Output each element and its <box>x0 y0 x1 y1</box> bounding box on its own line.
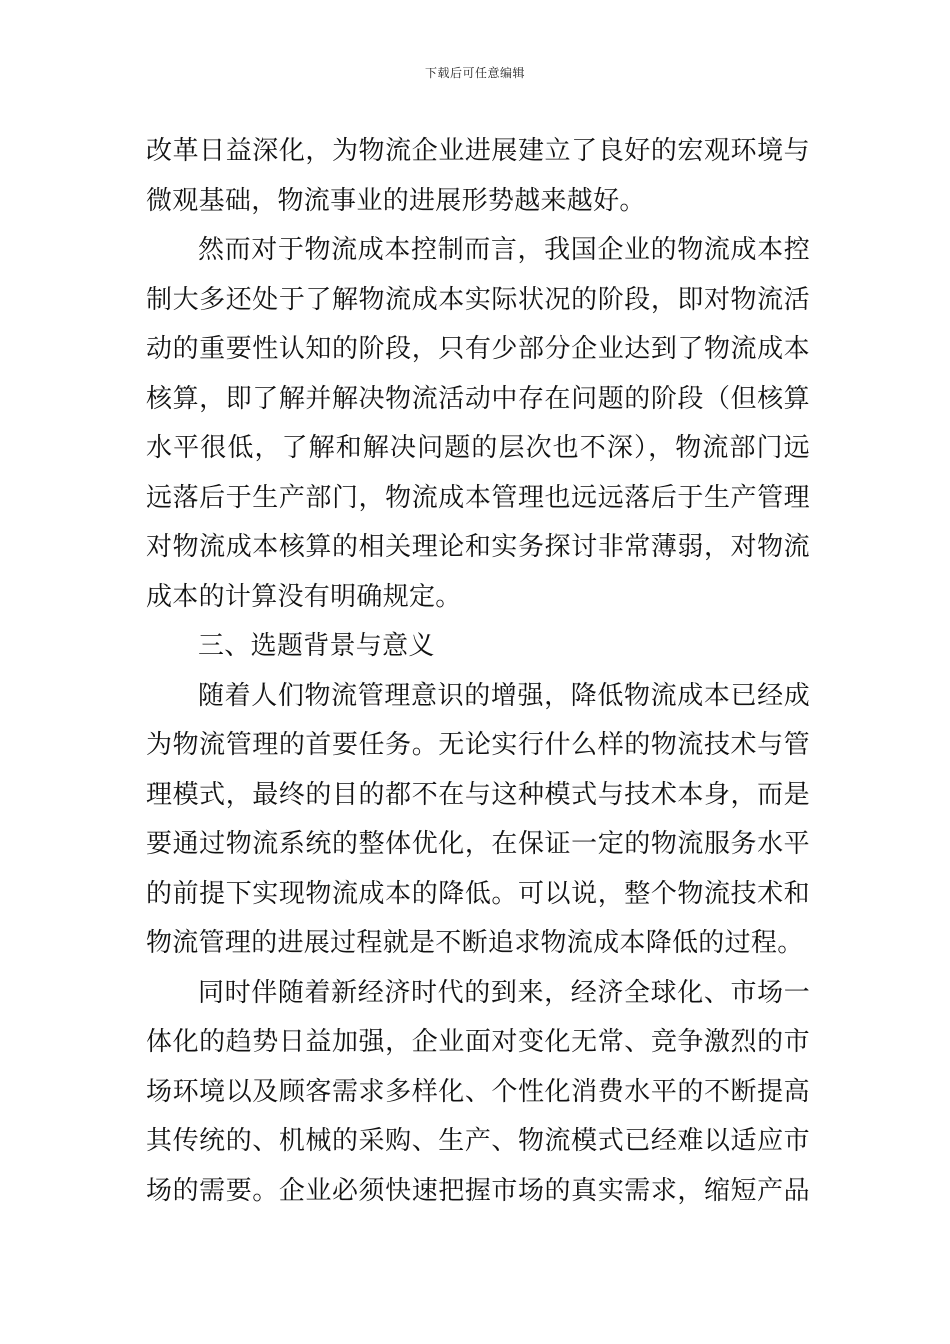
text-line: 场环境以及顾客需求多样化、个性化消费水平的不断提高 <box>146 1076 810 1107</box>
text-line: 核算，即了解并解决物流活动中存在问题的阶段（但核算 <box>146 383 810 414</box>
page-header: 下载后可任意编辑 <box>424 66 525 80</box>
text-line: 其传统的、机械的采购、生产、物流模式已经难以适应市 <box>146 1126 810 1156</box>
paragraph-first-line: 然而对于物流成本控制而言，我国企业的物流成本控 <box>198 235 810 265</box>
text-line: 微观基础，物流事业的进展形势越来越好。 <box>146 185 646 216</box>
text-line: 改革日益深化，为物流企业进展建立了良好的宏观环境与 <box>146 136 810 166</box>
text-line: 制大多还处于了解物流成本实际状况的阶段，即对物流活 <box>146 284 810 315</box>
text-line: 水平很低，了解和解决问题的层次也不深），物流部门远 <box>146 433 810 463</box>
body-text <box>146 127 810 1216</box>
text-line: 成本的计算没有明确规定。 <box>146 581 462 612</box>
text-line: 体化的趋势日益加强，企业面对变化无常、竞争激烈的市 <box>146 1027 810 1057</box>
text-line: 场的需要。企业必须快速把握市场的真实需求，缩短产品 <box>146 1175 810 1206</box>
text-line: 要通过物流系统的整体优化，在保证一定的物流服务水平 <box>146 829 810 859</box>
text-line: 物流管理的进展过程就是不断追求物流成本降低的过程。 <box>146 928 804 958</box>
text-line: 理模式，最终的目的都不在与这种模式与技术本身，而是 <box>146 779 810 810</box>
text-line: 对物流成本核算的相关理论和实务探讨非常薄弱，对物流 <box>146 532 810 562</box>
text-line: 远落后于生产部门，物流成本管理也远远落后于生产管理 <box>146 482 810 513</box>
paragraph-first-line: 随着人们物流管理意识的增强，降低物流成本已经成 <box>198 680 810 711</box>
text-line: 的前提下实现物流成本的降低。可以说，整个物流技术和 <box>146 878 810 909</box>
text-line: 为物流管理的首要任务。无论实行什么样的物流技术与管 <box>146 730 810 760</box>
text-line: 动的重要性认知的阶段，只有少部分企业达到了物流成本 <box>146 334 810 364</box>
section-heading: 三、选题背景与意义 <box>198 631 435 661</box>
paragraph-first-line: 同时伴随着新经济时代的到来，经济全球化、市场一 <box>198 977 810 1008</box>
